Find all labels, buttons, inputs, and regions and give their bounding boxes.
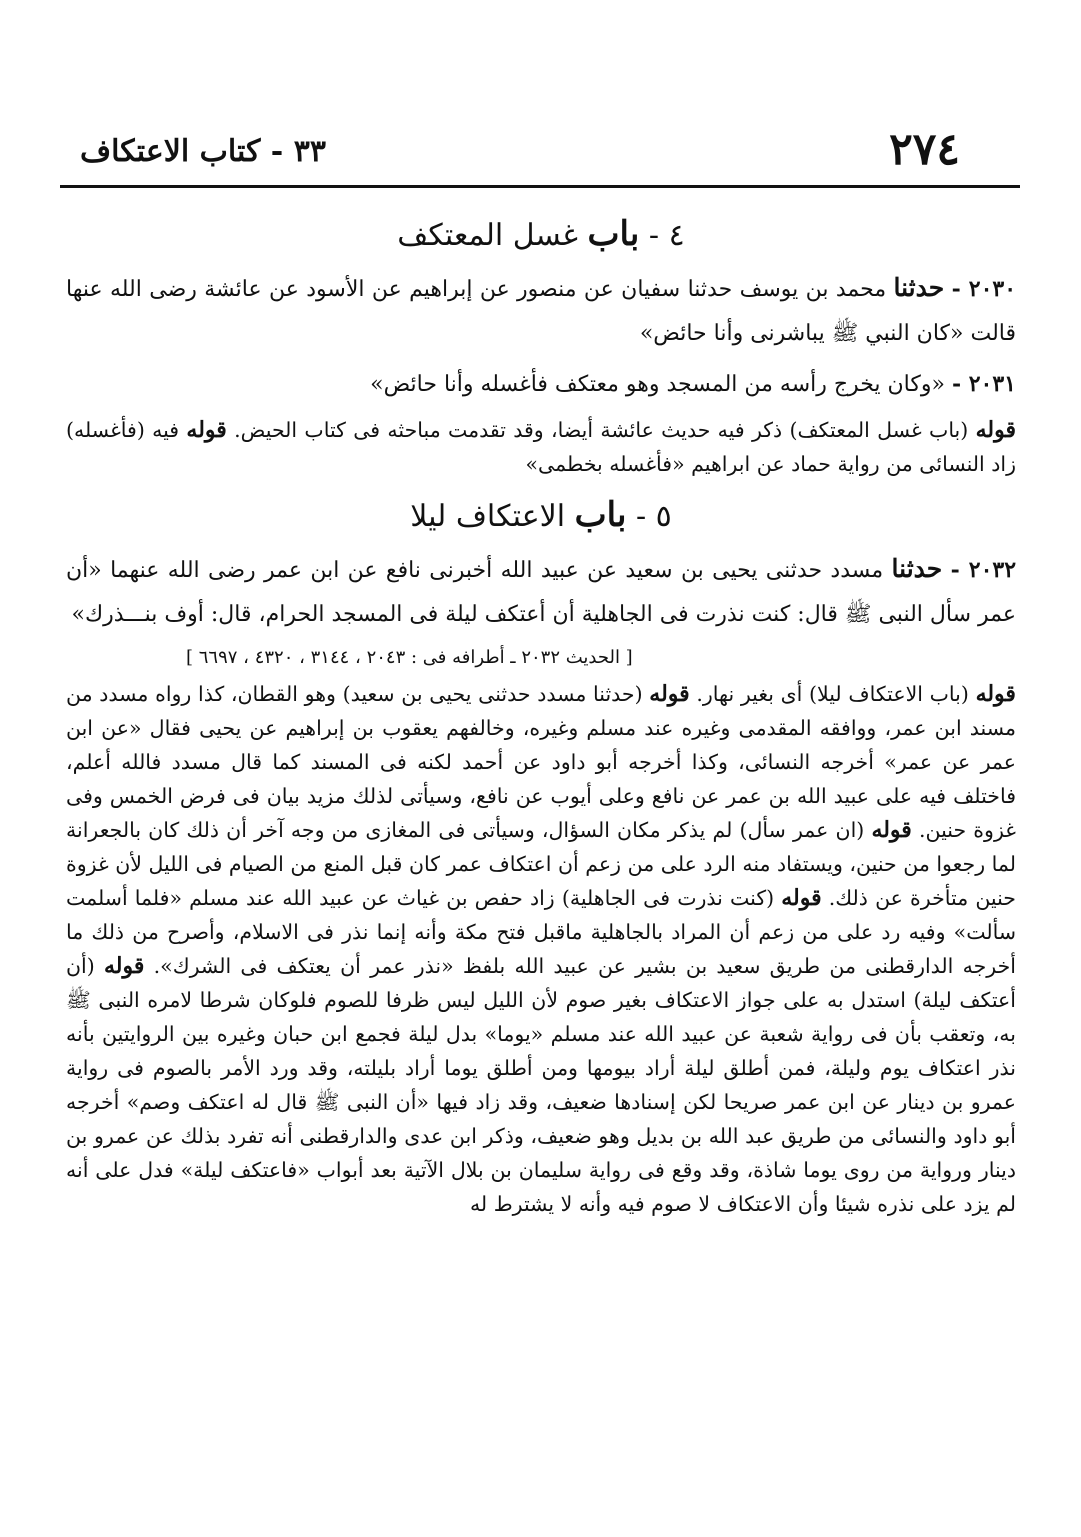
chapter-name: غسل المعتكف [397, 218, 578, 253]
commentary-text: فيه (فأغسله) زاد النسائى من رواية حماد عن ابراهيم «فأغسله بخطمى» [66, 418, 1016, 476]
qawluh-label: قوله [649, 681, 690, 707]
page-number: ٢٧٤ [889, 124, 960, 175]
qawluh-label: قوله [104, 953, 145, 979]
hadith-opening: حدثنا [893, 273, 945, 302]
chapter-name: الاعتكاف ليلا [410, 499, 566, 534]
commentary-text: (ان عمر سأل) لم يذكر مكان السؤال، وسيأتى فى المغازى من وجه آخر أن ذلك كان بالجعرانة لما رجعوا من حنين، ويستفاد منه الرد على من زعم أن اعتكاف عمر كان قبل المنع من الصيام فى الليل لأن غزوة حنين متأخرة عن ذلك. [66, 818, 1016, 910]
hadith-body: مسدد حدثنى يحيى بن سعيد عن عبيد الله أخبرنى نافع عن ابن عمر رضى الله عنهما «أن عمر سأل النبى ﷺ قال: كنت نذرت فى الجاهلية أن أعتكف ليلة فى المسجد الحرام، قال: أوف بنـــذرك» [66, 558, 1016, 627]
commentary-text: (كنت نذرت فى الجاهلية) زاد حفص بن غياث عن عبيد الله عند مسلم «فلما أسلمت سألت» وفيه رد على من زعم أن المراد بالجاهلية ماقبل فتح مكة وأنه إنما نذر فى الاسلام، وأصرح من ذلك ما أخرجه الدارقطنى من طريق سعيد بن بشير عن عبيد الله بلفظ «نذر عمر أن يعتكف فى الشرك». [66, 886, 1016, 978]
hadith-text [66, 266, 1016, 356]
qawluh-label: قوله [186, 417, 227, 443]
chapter-number: ٥ - [635, 499, 672, 534]
hadith-text [66, 547, 1016, 637]
commentary-text: (باب الاعتكاف ليلا) أى بغير نهار. [696, 682, 969, 706]
bab-label: باب [587, 214, 640, 254]
commentary-text: (أن أعتكف ليلة) استدل به على جواز الاعتكاف بغير صوم لأن الليل ليس ظرفا للصوم فلوكان شرطا لامره النبى ﷺ به، وتعقب بأن فى رواية شعبة عن عبيد الله عند مسلم «يوما» بدل ليلة فجمع ابن حبان وغيره بين الروايتين بأنه نذر اعتكاف يوم وليلة، فمن أطلق ليلة أراد بيومها ومن أطلق يوما أراد بليلته، وقد ورد الأمر بالصوم فى رواية عمرو بن دينار عن ابن عمر صريحا لكن إسنادها ضعيف، وقد زاد فيها «أن النبى ﷺ قال له اعتكف وصم» أخرجه أبو داود والنسائى من طريق عبد الله بن بديل وهو ضعيف، وذكر ابن عدى والدارقطنى أنه تفرد بذلك عن عمرو بن دينار ورواية من روى يوما شاذة، وقد وقع فى رواية سليمان بن بلال الآتية بعد أبواب «فاعتكف ليلة» فدل على أنه لم يزد على نذره شيئا وأن الاعتكاف لا صوم فيه وأنه لا يشترط له [66, 954, 1016, 1216]
hadith-number: ٢٠٣٠ - [951, 276, 1017, 302]
hadith-cross-references [66, 643, 1016, 673]
hadith-number: ٢٠٣١ - [951, 371, 1016, 397]
commentary-text: (باب غسل المعتكف) ذكر فيه حديث عائشة أيضا، وقد تقدمت مباحثه فى كتاب الحيض. [234, 418, 969, 442]
page-body [66, 200, 1016, 1227]
commentary-paragraph [66, 413, 1016, 481]
qawluh-label: قوله [975, 681, 1016, 707]
header-divider [60, 185, 1020, 188]
hadith-body: «وكان يخرج رأسه من المسجد وهو معتكف فأغسله وأنا حائض» [370, 372, 945, 397]
refs-text: [ الحديث ٢٠٣٢ ـ أطرافه فى : ٢٠٤٣ ، ٣١٤٤ ، ٤٣٢٠ ، ٦٦٩٧ ] [186, 647, 633, 668]
chapter-number: ٤ - [648, 218, 685, 253]
qawluh-label: قوله [781, 885, 822, 911]
qawluh-label: قوله [871, 817, 912, 843]
commentary-paragraph [66, 677, 1016, 1221]
hadith-opening: حدثنا [891, 554, 943, 583]
chapter-heading [66, 208, 1016, 262]
bab-label: باب [574, 495, 627, 535]
hadith-number: ٢٠٣٢ - [950, 557, 1017, 583]
qawluh-label: قوله [975, 417, 1016, 443]
page-header [60, 120, 1020, 182]
book-title: ٣٣ - كتاب الاعتكاف [80, 134, 326, 169]
hadith-body: محمد بن يوسف حدثنا سفيان عن منصور عن إبراهيم عن الأسود عن عائشة رضى الله عنها قالت «كان النبي ﷺ يباشرنى وأنا حائض» [66, 277, 1016, 346]
chapter-heading [66, 489, 1016, 543]
commentary-text: (حدثنا مسدد حدثنى يحيى بن سعيد) وهو القطان، كذا رواه مسدد من مسند ابن عمر، ووافقه المقدمى وغيره عند مسلم وغيره، وخالفهم يعقوب بن إبراهيم عن يحيى فقال «عن ابن عمر عن عمر» أخرجه النسائى، وكذا أخرجه أبو داود عن أحمد لكنه فى المسند كما قال مسدد فالله أعلم، فاختلف فيه على عبيد الله بن عمر عن نافع وعلى أيوب عن نافع، وسيأتى لذلك مزيد بيان فى فرض الخمس وفى غزوة حنين. [66, 682, 1016, 842]
hadith-text [66, 362, 1016, 407]
